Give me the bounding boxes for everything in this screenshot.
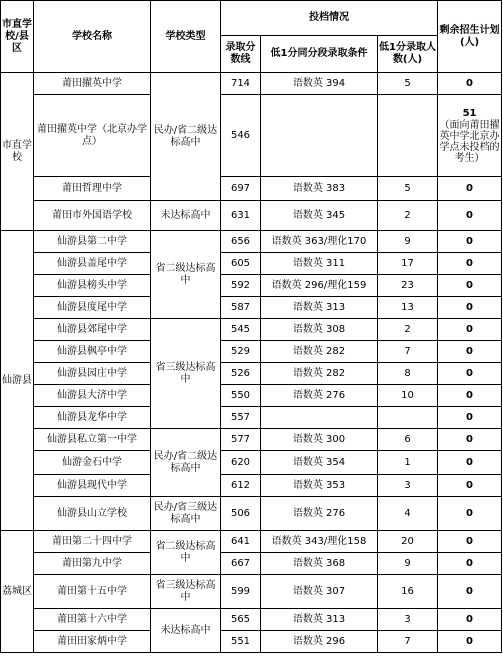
area-cell: 仙游县 — [1, 231, 34, 531]
cutoff-score: 506 — [221, 497, 261, 531]
cutoff-score: 612 — [221, 475, 261, 497]
area-cell: 荔城区 — [1, 531, 34, 653]
count: 8 — [378, 363, 438, 385]
table-row — [1, 609, 502, 631]
school-type: 民办/省二级达标高中 — [151, 429, 221, 497]
table-row — [1, 177, 502, 201]
cutoff-score: 526 — [221, 363, 261, 385]
remaining: 0 — [438, 231, 502, 253]
school-type: 省二级达标高中 — [151, 531, 221, 575]
school-type: 省三级达标高中 — [151, 319, 221, 429]
remaining: 51 — [462, 107, 477, 119]
condition: 语数英 363/理化170 — [261, 231, 378, 253]
school-name: 仙游县郊尾中学 — [34, 319, 151, 341]
remaining: 0 — [438, 177, 502, 201]
cutoff-score: 550 — [221, 385, 261, 407]
table-row — [1, 73, 502, 95]
cutoff-score: 631 — [221, 201, 261, 231]
cutoff-score: 714 — [221, 73, 261, 95]
school-type: 未达标高中 — [151, 201, 221, 231]
school-name: 莆田第十六中学 — [34, 609, 151, 631]
school-name: 莆田第二十四中学 — [34, 531, 151, 553]
school-name: 莆田擢英中学（北京办学点） — [34, 95, 151, 177]
condition: 语数英 343/理化158 — [261, 531, 378, 553]
remaining: 0 — [438, 341, 502, 363]
remaining-cell — [438, 95, 502, 177]
table-row — [1, 451, 502, 475]
condition: 语数英 300 — [261, 429, 378, 451]
count: 2 — [378, 319, 438, 341]
table-row — [1, 231, 502, 253]
cutoff-score: 592 — [221, 275, 261, 297]
condition: 语数英 276 — [261, 385, 378, 407]
count: 23 — [378, 275, 438, 297]
remaining: 0 — [438, 531, 502, 553]
table-row — [1, 297, 502, 319]
remaining: 0 — [438, 497, 502, 531]
table-row — [1, 407, 502, 429]
condition: 语数英 276 — [261, 497, 378, 531]
school-name: 仙游县龙华中学 — [34, 407, 151, 429]
count — [378, 407, 438, 429]
count: 16 — [378, 575, 438, 609]
header-filing-status: 投档情况 — [221, 1, 438, 36]
cutoff-score: 697 — [221, 177, 261, 201]
condition: 语数英 345 — [261, 201, 378, 231]
cutoff-score: 599 — [221, 575, 261, 609]
cutoff-score: 667 — [221, 553, 261, 575]
remaining: 0 — [438, 553, 502, 575]
school-name: 莆田第十五中学 — [34, 575, 151, 609]
remaining: 0 — [438, 253, 502, 275]
count: 6 — [378, 429, 438, 451]
school-name: 仙游县大济中学 — [34, 385, 151, 407]
condition — [261, 407, 378, 429]
count: 4 — [378, 497, 438, 531]
header-area: 市直学校/县区 — [1, 1, 34, 73]
table-row — [1, 253, 502, 275]
remaining: 0 — [438, 275, 502, 297]
area-cell: 市直学校 — [1, 73, 34, 231]
cutoff-score: 557 — [221, 407, 261, 429]
table-row — [1, 475, 502, 497]
remaining: 0 — [438, 429, 502, 451]
school-name: 仙游县私立第一中学 — [34, 429, 151, 451]
table-row — [1, 429, 502, 451]
table-row — [1, 319, 502, 341]
condition: 语数英 282 — [261, 341, 378, 363]
count: 7 — [378, 341, 438, 363]
condition: 语数英 394 — [261, 73, 378, 95]
count — [378, 95, 438, 177]
remaining: 0 — [438, 575, 502, 609]
cutoff-score: 565 — [221, 609, 261, 631]
school-name: 仙游县盖尾中学 — [34, 253, 151, 275]
school-name: 仙游县山立学校 — [34, 497, 151, 531]
condition: 语数英 307 — [261, 575, 378, 609]
school-name: 莆田擢英中学 — [34, 73, 151, 95]
remaining-note: （面向莆田擢英中学北京办学点未投档的考生） — [439, 119, 500, 164]
count: 17 — [378, 253, 438, 275]
cutoff-score: 529 — [221, 341, 261, 363]
condition: 语数英 368 — [261, 553, 378, 575]
remaining: 0 — [438, 407, 502, 429]
count: 5 — [378, 177, 438, 201]
condition: 语数英 308 — [261, 319, 378, 341]
table-row — [1, 363, 502, 385]
school-name: 仙游县第二中学 — [34, 231, 151, 253]
cutoff-score: 545 — [221, 319, 261, 341]
cutoff-score: 551 — [221, 631, 261, 653]
condition: 语数英 296 — [261, 631, 378, 653]
condition — [261, 95, 378, 177]
school-name: 莆田田家炳中学 — [34, 631, 151, 653]
header-school-name: 学校名称 — [34, 1, 151, 73]
condition: 语数英 282 — [261, 363, 378, 385]
header-row-top — [1, 1, 502, 36]
remaining: 0 — [438, 451, 502, 475]
cutoff-score: 620 — [221, 451, 261, 475]
cutoff-score: 546 — [221, 95, 261, 177]
remaining: 0 — [438, 609, 502, 631]
remaining: 0 — [438, 319, 502, 341]
count: 2 — [378, 201, 438, 231]
count: 3 — [378, 475, 438, 497]
table-row — [1, 575, 502, 609]
condition: 语数英 313 — [261, 609, 378, 631]
cutoff-score: 577 — [221, 429, 261, 451]
school-name: 莆田哲理中学 — [34, 177, 151, 201]
remaining: 0 — [438, 73, 502, 95]
condition: 语数英 311 — [261, 253, 378, 275]
school-type: 省二级达标高中 — [151, 231, 221, 319]
table-row — [1, 531, 502, 553]
header-condition: 低1分同分段录取条件 — [261, 36, 378, 73]
school-name: 仙游县枫亭中学 — [34, 341, 151, 363]
count: 13 — [378, 297, 438, 319]
remaining: 0 — [438, 385, 502, 407]
header-count: 低1分录取人数(人) — [378, 36, 438, 73]
cutoff-score: 587 — [221, 297, 261, 319]
school-name: 莆田市外国语学校 — [34, 201, 151, 231]
table-row — [1, 497, 502, 531]
count: 7 — [378, 631, 438, 653]
table-row — [1, 201, 502, 231]
school-type: 民办/省三级达标高中 — [151, 497, 221, 531]
table-row — [1, 553, 502, 575]
cutoff-score: 656 — [221, 231, 261, 253]
remaining: 0 — [438, 297, 502, 319]
school-type: 未达标高中 — [151, 609, 221, 653]
school-name: 莆田第九中学 — [34, 553, 151, 575]
count: 9 — [378, 231, 438, 253]
table-row — [1, 385, 502, 407]
cutoff-score: 605 — [221, 253, 261, 275]
condition: 语数英 354 — [261, 451, 378, 475]
table-row — [1, 95, 502, 177]
school-type: 省三级达标高中 — [151, 575, 221, 609]
header-school-type: 学校类型 — [151, 1, 221, 73]
remaining: 0 — [438, 201, 502, 231]
count: 3 — [378, 609, 438, 631]
count: 5 — [378, 73, 438, 95]
table-row — [1, 631, 502, 653]
school-name: 仙游金石中学 — [34, 451, 151, 475]
school-name: 仙游县榜头中学 — [34, 275, 151, 297]
school-type: 民办/省二级达标高中 — [151, 73, 221, 201]
remaining: 0 — [438, 631, 502, 653]
table-row — [1, 341, 502, 363]
count: 9 — [378, 553, 438, 575]
school-name: 仙游县园庄中学 — [34, 363, 151, 385]
remaining: 0 — [438, 363, 502, 385]
condition: 语数英 353 — [261, 475, 378, 497]
remaining: 0 — [438, 475, 502, 497]
header-remaining: 剩余招生计划(人) — [438, 1, 502, 73]
school-name: 仙游县度尾中学 — [34, 297, 151, 319]
condition: 语数英 383 — [261, 177, 378, 201]
count: 20 — [378, 531, 438, 553]
school-name: 仙游县现代中学 — [34, 475, 151, 497]
count: 1 — [378, 451, 438, 475]
table-row — [1, 275, 502, 297]
count: 10 — [378, 385, 438, 407]
condition: 语数英 296/理化159 — [261, 275, 378, 297]
cutoff-score: 641 — [221, 531, 261, 553]
header-cutoff-score: 录取分数线 — [221, 36, 261, 73]
condition: 语数英 313 — [261, 297, 378, 319]
